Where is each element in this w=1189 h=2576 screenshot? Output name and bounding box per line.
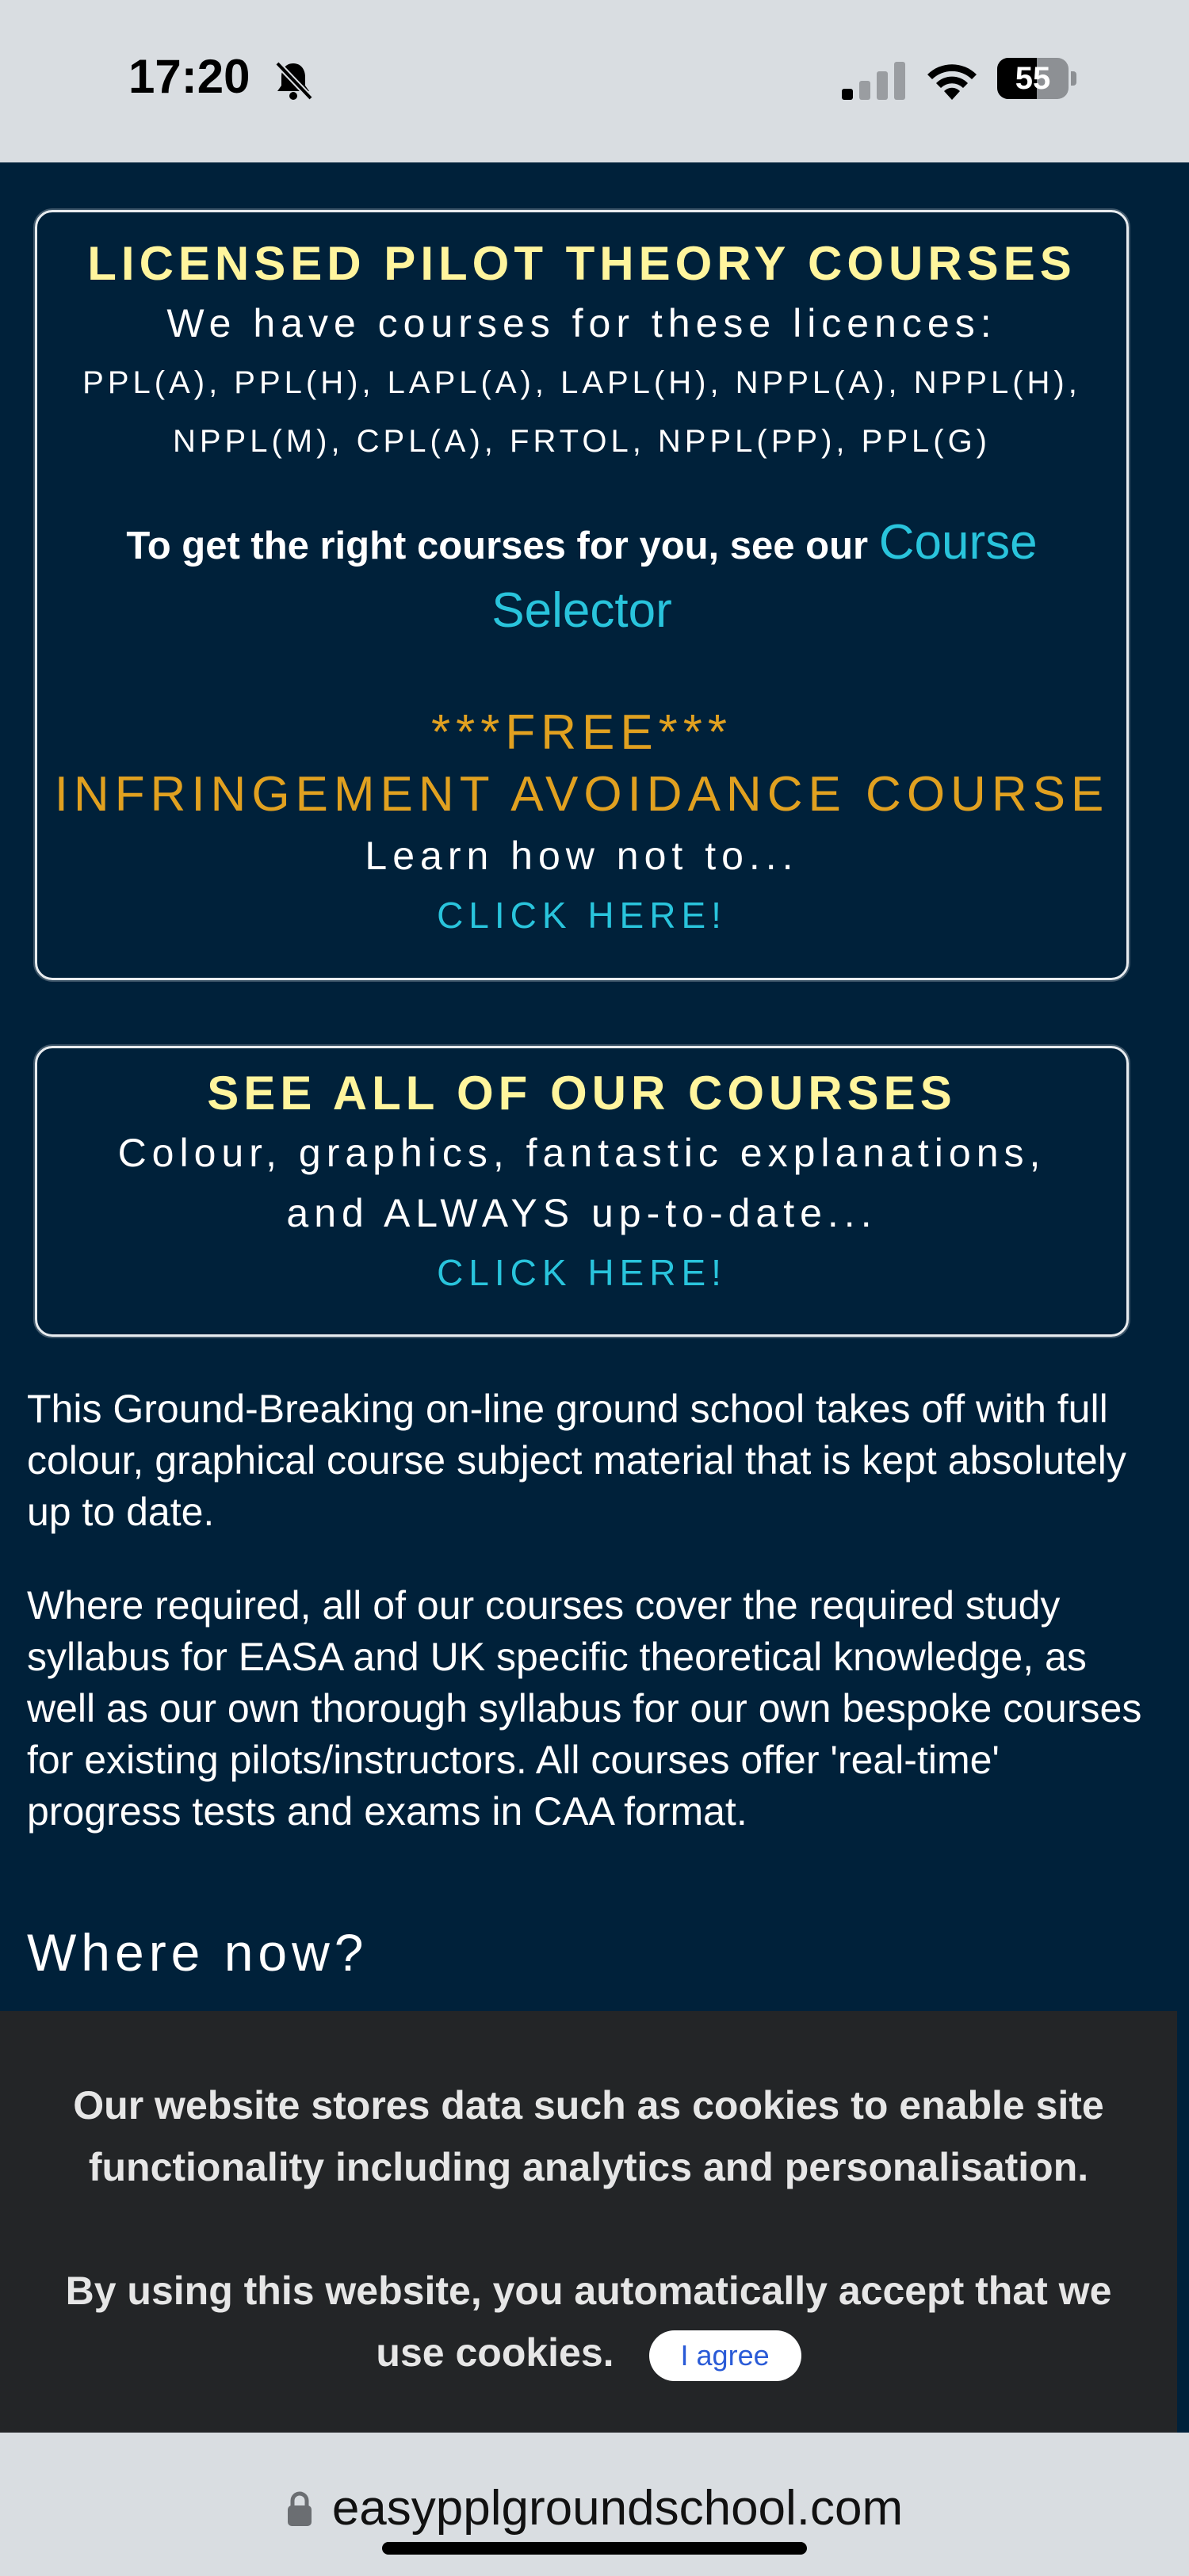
cookie-text-1: Our website stores data such as cookies to enable site functionality including analytics and personalisation. [73,2083,1104,2189]
syllabus-paragraph: Where required, all of our courses cover the required study syllabus for EASA and UK specific theoretical knowledge, as well as our own thorough syllabus for our own bespoke courses for existing pilots/instructors. All courses offer 'real-time' progress tests and exams in CAA format. [27,1583,1142,1834]
theory-courses-card [35,210,1129,980]
cellular-signal-icon [842,62,907,100]
url-display[interactable] [0,2480,1189,2536]
course-selector-text [37,510,1126,647]
lock-icon [286,2490,313,2527]
licences-list-line-1: PPL(A), PPL(H), LAPL(A), LAPL(H), NPPL(A), NPPL(H), [82,365,1081,400]
cookie-text-2: By using this website, you automatically accept that we use cookies. [65,2269,1112,2375]
learn-text: Learn how not to... [365,834,799,878]
all-courses-title: SEE ALL OF OUR COURSES [207,1067,957,1120]
wifi-icon [923,57,981,101]
licences-list-line-2: NPPL(M), CPL(A), FRTOL, NPPL(PP), PPL(G) [172,424,991,459]
url-text[interactable]: easypplgroundschool.com [331,2481,904,2536]
infringement-click-here-link[interactable]: CLICK HERE! [437,895,727,936]
status-time: 17:20 [128,50,250,103]
where-now-heading: Where now? [27,1923,369,1982]
battery-icon [997,58,1076,99]
agree-button[interactable]: I agree [649,2330,801,2381]
course-selector-prefix: To get the right courses for you, see our [126,525,879,567]
free-label: ***FREE*** [430,705,733,760]
course-selector-link[interactable]: Course Selector [491,515,1038,638]
infringement-course-title: INFRINGEMENT AVOIDANCE COURSE [54,767,1110,822]
licences-intro: We have courses for these licences: [166,301,997,345]
all-courses-card [35,1046,1129,1337]
cookie-text-2-wrap [32,2260,1145,2383]
intro-paragraph: This Ground-Breaking on-line ground school takes off with full colour, graphical course subject material that is kept absolutely up to date. [27,1387,1126,1534]
status-bar [0,0,1189,162]
theory-courses-title: LICENSED PILOT THEORY COURSES [87,237,1076,290]
home-indicator[interactable] [382,2542,807,2555]
bell-slash-icon [270,57,317,105]
all-courses-click-here-link[interactable]: CLICK HERE! [437,1252,727,1293]
cookie-banner [0,2011,1177,2433]
all-courses-line-1: Colour, graphics, fantastic explanations, [117,1131,1046,1175]
cookie-message [32,2074,1145,2383]
battery-level: 55 [1015,61,1051,96]
all-courses-line-2: and ALWAYS up-to-date... [286,1191,877,1235]
